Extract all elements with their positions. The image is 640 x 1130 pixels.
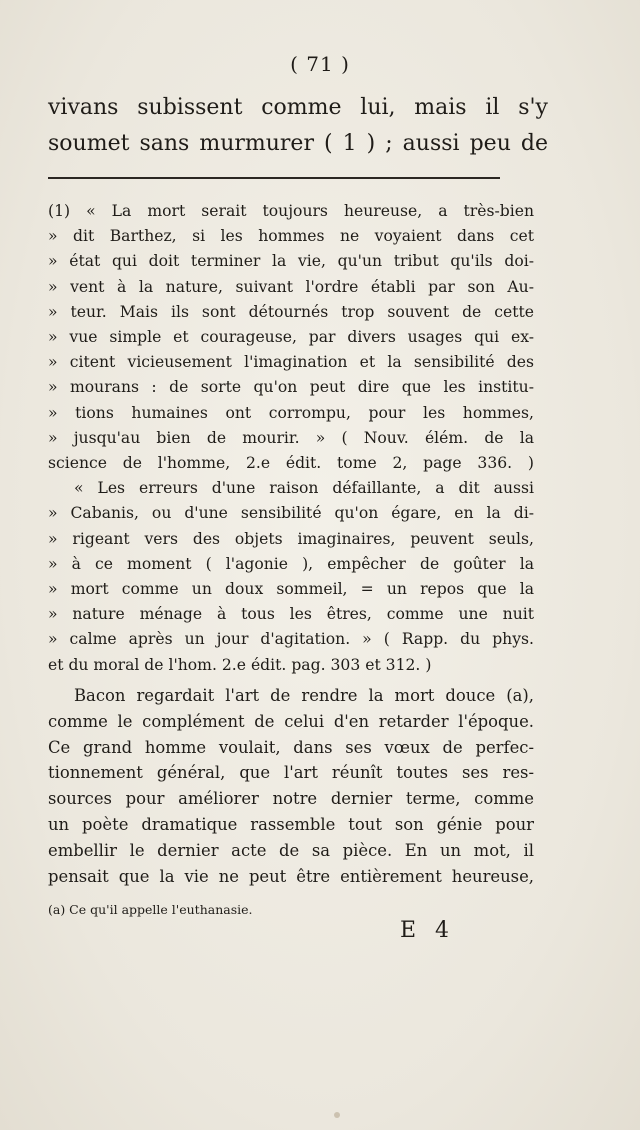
body-line: pensait que la vie ne peut être entièrement heureuse,: [48, 866, 534, 886]
footnote-line: » mort comme un doux sommeil, = un repos que la: [48, 580, 534, 599]
body-line: sources pour améliorer notre dernier terme, comme: [48, 789, 534, 809]
body-line: un poète dramatique rassemble tout son génie pour: [48, 814, 534, 834]
body-line: tionnement général, que l'art réunît toutes ses res-: [48, 763, 534, 783]
body-line: Ce grand homme voulait, dans ses vœux de perfec-: [48, 737, 534, 757]
body-line: embellir le dernier acte de sa pièce. En un mot, il: [48, 840, 534, 860]
footnote-line: » à ce moment ( l'agonie ), empêcher de goûter la: [48, 554, 534, 573]
footnote-line: » état qui doit terminer la vie, qu'un tribut qu'ils doi-: [48, 252, 534, 271]
footnote-block: [48, 199, 534, 678]
footnote-line: » nature ménage à tous les êtres, comme une nuit: [48, 605, 534, 624]
signature-mark: E 4: [400, 918, 456, 943]
body-line: Bacon regardait l'art de rendre la mort douce (a),: [74, 686, 534, 705]
footnote-line: » Cabanis, ou d'une sensibilité qu'on égare, en la di-: [48, 504, 534, 523]
footnote-line: et du moral de l'hom. 2.e édit. pag. 303 et 312. ): [48, 655, 432, 674]
side-note: (a) Ce qu'il appelle l'euthanasie.: [48, 902, 253, 917]
main-text-line: vivans subissent comme lui, mais il s'y: [48, 95, 548, 120]
body-line: comme le complément de celui d'en retarder l'époque.: [48, 711, 534, 731]
main-text-line: soumet sans murmurer ( 1 ) ; aussi peu de: [48, 131, 548, 156]
body-paragraph: [48, 683, 534, 889]
footnote-separator-rule: [48, 177, 500, 179]
footnote-line: » calme après un jour d'agitation. » ( Rapp. du phys.: [48, 630, 534, 649]
footnote-line: « Les erreurs d'une raison défaillante, a dit aussi: [74, 479, 534, 498]
footnote-line: » tions humaines ont corrompu, pour les hommes,: [48, 403, 534, 422]
footnote-line: » vue simple et courageuse, par divers usages qui ex-: [48, 328, 534, 347]
footnote-line: science de l'homme, 2.e édit. tome 2, page 336. ): [48, 454, 534, 473]
footnote-line: » citent vicieusement l'imagination et la sensibilité des: [48, 353, 534, 372]
footnote-line: » teur. Mais ils sont détournés trop souvent de cette: [48, 302, 534, 321]
footnote-line: » jusqu'au bien de mourir. » ( Nouv. élém. de la: [48, 428, 534, 447]
footnote-line: » vent à la nature, suivant l'ordre établi par son Au-: [48, 277, 534, 296]
footnote-line: » rigeant vers des objets imaginaires, peuvent seuls,: [48, 529, 534, 548]
page-number: ( 71 ): [290, 52, 350, 76]
footnote-line: (1) « La mort serait toujours heureuse, a très-bien: [48, 202, 534, 220]
footnote-line: » dit Barthez, si les hommes ne voyaient dans cet: [48, 227, 534, 246]
main-text: [48, 90, 548, 162]
footnote-line: » mourans : de sorte qu'on peut dire que les institu-: [48, 378, 534, 397]
paper-stain: [334, 1112, 340, 1118]
